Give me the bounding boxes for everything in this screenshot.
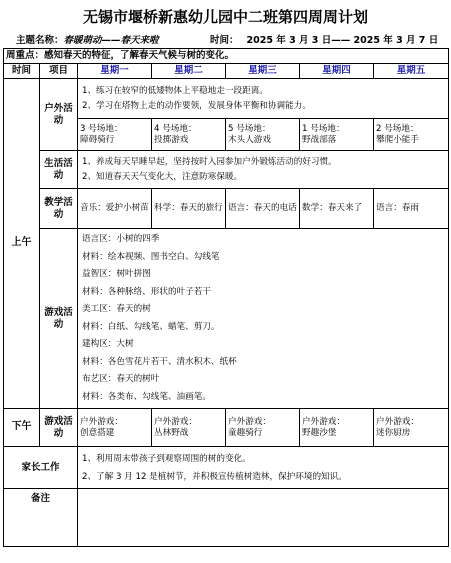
outdoor-goal-2: 2、学习在塔物上走的动作要领，发展身体平衡和协调能力。 [82, 100, 311, 111]
afternoon-activity: 迷你厨房 [376, 427, 411, 438]
outdoor-goals-row [4, 79, 449, 119]
afternoon-tuesday [152, 409, 226, 447]
games-line: 材料：白纸、勾线笔、蜡笔、剪刀。 [82, 321, 220, 332]
outdoor-label: 户外活动 [40, 79, 78, 151]
week-focus: 周重点：感知春天的特征，了解春天气候与树的变化。 [4, 49, 449, 64]
games-line: 益智区：树叶拼图 [82, 269, 151, 279]
remarks-label: 备注 [4, 489, 78, 547]
life-goal-1: 1、养成每天早睡早起，坚持按时入园参加户外锻炼活动的好习惯。 [82, 156, 337, 167]
outdoor-goal-1: 1、练习在较窄的低矮物体上平稳地走一段距离。 [82, 85, 268, 96]
outdoor-activity: 野战部落 [302, 134, 337, 145]
teaching-label: 教学活动 [40, 189, 78, 229]
games-line: 材料：绘本视频、图书空白、勾线笔 [82, 251, 220, 262]
teaching-tuesday: 科学：春天的旅行 [152, 189, 226, 229]
theme-info [16, 32, 159, 46]
afternoon-thursday [300, 409, 374, 447]
parents-row [4, 447, 449, 489]
games-row [4, 229, 449, 409]
afternoon-friday [374, 409, 449, 447]
teaching-row [4, 189, 449, 229]
games-line: 语言区：小树的四季 [82, 234, 160, 244]
theme-value: 春暖萌动——春天来啦 [63, 35, 159, 46]
teaching-thursday: 数学：春天来了 [300, 189, 374, 229]
header-time: 时间 [4, 64, 40, 79]
games-line: 布艺区：春天的树叶 [82, 374, 160, 384]
games-line: 美工区：春天的树 [82, 304, 151, 314]
outdoor-wednesday [226, 119, 300, 151]
header-row [4, 64, 449, 79]
outdoor-venue: 1 号场地： [302, 123, 345, 134]
afternoon-games-label: 游戏活动 [40, 409, 78, 447]
outdoor-venue: 2 号场地： [376, 123, 419, 134]
header-monday: 星期一 [78, 64, 152, 79]
time-label: 时间： [210, 35, 239, 46]
outdoor-venue: 4 号场地： [154, 123, 197, 134]
teaching-monday: 音乐：爱护小树苗 [78, 189, 152, 229]
header-wednesday: 星期三 [226, 64, 300, 79]
time-value: 2025 年 3 月 3 日—— 2025 年 3 月 7 日 [246, 35, 439, 46]
outdoor-activity: 攀爬小能手 [376, 134, 419, 145]
outdoor-venue: 5 号场地： [228, 123, 271, 134]
afternoon-activity: 丛林野战 [154, 427, 189, 438]
weekly-plan-table [3, 48, 449, 547]
afternoon-type: 户外游戏： [80, 416, 123, 427]
afternoon-label: 下午 [4, 409, 40, 447]
afternoon-activity: 童趣骑行 [228, 427, 263, 438]
page-title: 无锡市堰桥新惠幼儿园中二班第四周周计划 [82, 8, 368, 26]
afternoon-type: 户外游戏： [228, 416, 271, 427]
outdoor-monday [78, 119, 152, 151]
afternoon-activity: 创意搭建 [80, 427, 115, 438]
theme-label: 主题名称： [16, 35, 64, 46]
life-row [4, 151, 449, 189]
games-line: 材料：各类布、勾线笔、油画笔。 [82, 391, 211, 402]
header-friday: 星期五 [374, 64, 449, 79]
afternoon-type: 户外游戏： [154, 416, 197, 427]
remarks-content [78, 489, 449, 547]
life-goals [78, 151, 449, 189]
life-label: 生活活动 [40, 151, 78, 189]
outdoor-tuesday [152, 119, 226, 151]
outdoor-thursday [300, 119, 374, 151]
afternoon-row [4, 409, 449, 447]
teaching-wednesday: 语言：春天的电话 [226, 189, 300, 229]
parents-line-1: 1、利用周末带孩子到观察周围的树的变化。 [82, 453, 251, 464]
parents-line-2: 2、了解 3 月 12 是植树节，并积极宣传植树造林，保护环境的知识。 [82, 471, 347, 482]
remarks-row [4, 489, 449, 547]
afternoon-activity: 野趣沙堡 [302, 427, 337, 438]
teaching-friday: 语言：春雨 [374, 189, 449, 229]
outdoor-activity: 投掷游戏 [154, 134, 189, 145]
focus-row [4, 49, 449, 64]
afternoon-type: 户外游戏： [376, 416, 419, 427]
outdoor-activity: 木头人游戏 [228, 134, 271, 145]
outdoor-venue: 3 号场地： [80, 123, 123, 134]
parents-label: 家长工作 [4, 447, 78, 489]
outdoor-friday [374, 119, 449, 151]
header-tuesday: 星期二 [152, 64, 226, 79]
games-line: 材料：各种脉络、形状的叶子若干 [82, 286, 211, 297]
parents-content [78, 447, 449, 489]
games-content [78, 229, 449, 409]
afternoon-type: 户外游戏： [302, 416, 345, 427]
life-goal-2: 2、知道春天天气变化大，注意防寒保暖。 [82, 171, 243, 182]
outdoor-goals [78, 79, 449, 119]
games-line: 建构区：大树 [82, 339, 134, 349]
afternoon-wednesday [226, 409, 300, 447]
outdoor-activity: 障碍骑行 [80, 134, 115, 145]
games-line: 材料：各色雪花片若干、清水积木、纸杯 [82, 356, 237, 367]
time-info [210, 32, 438, 46]
afternoon-monday [78, 409, 152, 447]
morning-label: 上午 [4, 79, 40, 409]
header-item: 项目 [40, 64, 78, 79]
games-label: 游戏活动 [40, 229, 78, 409]
header-thursday: 星期四 [300, 64, 374, 79]
